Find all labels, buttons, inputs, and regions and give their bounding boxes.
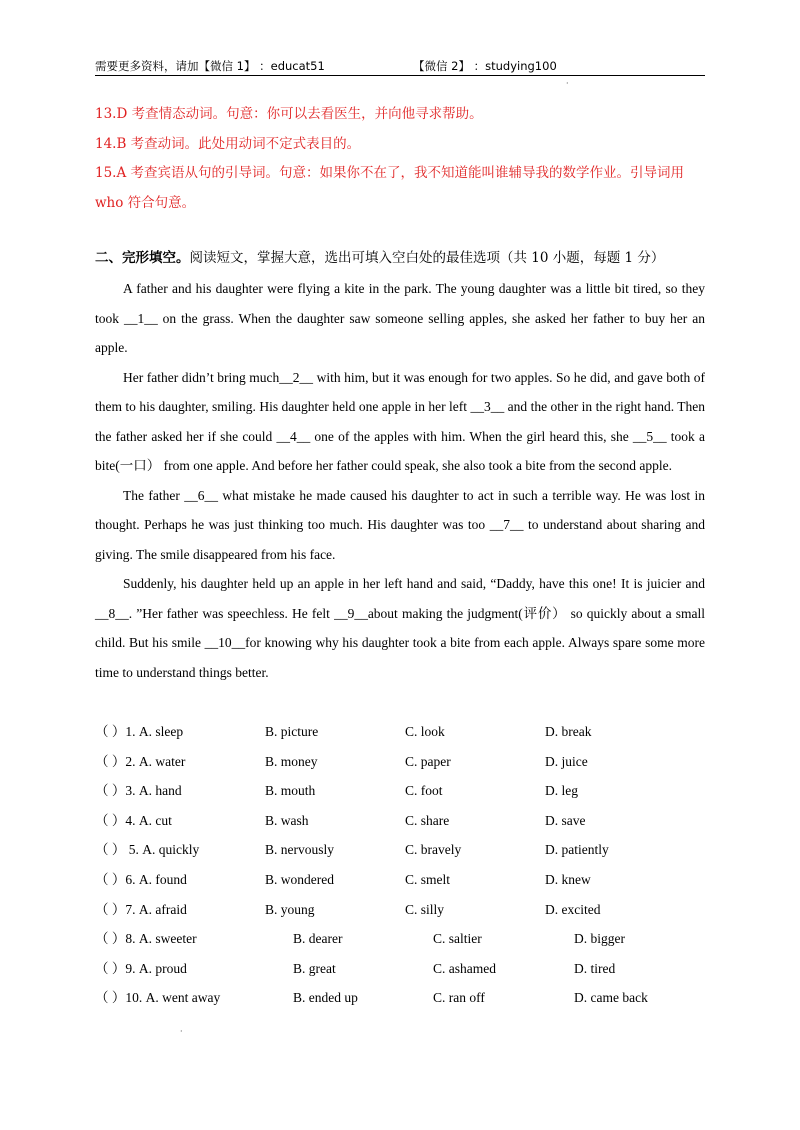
- question-row: [95, 806, 705, 836]
- answer-15: 15.A 考查宾语从句的引导词。句意：如果你不在了，我不知道能叫谁辅导我的数学作业。引导词用 who 符合句意。: [95, 165, 685, 211]
- option-d: D. tired: [574, 960, 616, 976]
- option-d: D. save: [545, 812, 586, 828]
- option-b: B. mouth: [265, 783, 316, 799]
- section-title-instructions: 阅读短文，掌握大意，选出可填入空白处的最佳选项（共 10 小题，每题 1 分）: [189, 250, 665, 266]
- cloze-passage: [95, 274, 705, 687]
- option-b: B. great: [293, 960, 336, 976]
- option-c: C. smelt: [405, 871, 451, 887]
- option-c: C. foot: [405, 783, 443, 799]
- option-c: C. saltier: [433, 931, 482, 947]
- question-number: （ ）10. A. went away: [95, 990, 221, 1006]
- question-number: （ ）7. A. afraid: [95, 901, 187, 917]
- answer-13: 13.D 考查情态动词。句意：你可以去看医生，并向他寻求帮助。: [95, 106, 483, 122]
- header-contact-left: 需要更多资料，请加【微信 1】 ：educat51: [95, 59, 325, 73]
- question-row: [95, 776, 705, 806]
- question-row: [95, 717, 705, 747]
- question-row: [95, 865, 705, 895]
- question-row: [95, 895, 705, 925]
- header-contact-right: 【微信 2】 ：studying100: [413, 59, 557, 73]
- option-d: D. patiently: [545, 842, 609, 858]
- question-row: [95, 924, 705, 954]
- speck-mark: ·: [180, 1027, 183, 1036]
- question-options: [95, 717, 705, 1013]
- question-number: （ ） 5. A. quickly: [95, 842, 200, 858]
- option-b: B. nervously: [265, 842, 334, 858]
- option-d: D. break: [545, 724, 592, 739]
- answer-explanations: [95, 100, 705, 218]
- option-b: B. money: [265, 753, 318, 769]
- passage-paragraph-1: A father and his daughter were flying a kite in the park. The young daughter was a little bit tired, so they took __1__ on the grass. When the daughter saw someone selling apples, she asked her father to buy her an apple.: [95, 281, 705, 355]
- option-d: D. came back: [574, 990, 648, 1006]
- option-c: C. ashamed: [433, 960, 496, 976]
- option-d: D. juice: [545, 753, 588, 769]
- option-c: C. ran off: [433, 990, 485, 1006]
- question-number: （ ）8. A. sweeter: [95, 931, 197, 947]
- option-b: B. wondered: [265, 871, 334, 887]
- question-number: （ ）6. A. found: [95, 871, 187, 887]
- header-divider: [95, 75, 705, 76]
- section-title-bold: 二、完形填空。: [95, 250, 190, 266]
- section-title: [95, 246, 705, 270]
- option-c: C. bravely: [405, 842, 462, 858]
- option-c: C. share: [405, 812, 450, 828]
- passage-paragraph-4: Suddenly, his daughter held up an apple in her left hand and said, “Daddy, have this one! It is juicier and __8__. ”Her father was speechless. He felt __9__about making the judgment(评价） so quickly about a small child. But his smile __10__for knowing why his daughter took a bite from each apple. Always spare some more time to understand things better.: [95, 576, 705, 680]
- question-number: （ ）2. A. water: [95, 753, 186, 769]
- question-row: [95, 983, 705, 1013]
- option-b: B. dearer: [293, 931, 343, 947]
- answer-14: 14.B 考查动词。此处用动词不定式表目的。: [95, 135, 361, 152]
- option-b: B. wash: [265, 812, 309, 828]
- question-row: [95, 954, 705, 984]
- question-number: （ ）3. A. hand: [95, 783, 182, 799]
- option-c: C. look: [405, 724, 445, 739]
- option-d: D. excited: [545, 901, 601, 917]
- option-c: C. silly: [405, 901, 445, 917]
- option-d: D. leg: [545, 783, 578, 799]
- question-row: [95, 835, 705, 865]
- question-number: （ ）1. A. sleep: [95, 724, 184, 739]
- option-b: B. young: [265, 901, 315, 917]
- option-b: B. picture: [265, 724, 319, 739]
- option-c: C. paper: [405, 753, 451, 769]
- speck-mark: ·: [566, 79, 569, 88]
- option-b: B. ended up: [293, 990, 358, 1006]
- question-number: （ ）4. A. cut: [95, 812, 172, 828]
- question-number: （ ）9. A. proud: [95, 960, 187, 976]
- passage-paragraph-3: The father __6__ what mistake he made caused his daughter to act in such a terrible way. He was lost in thought. Perhaps he was just thinking too much. His daughter was too __7__ to understand about sharing and giving. The smile disappeared from his face.: [95, 487, 705, 562]
- passage-paragraph-2: Her father didn’t bring much__2__ with him, but it was enough for two apples. So he did, and gave both of them to his daughter, smiling. His daughter held one apple in her left __3__ and the other in the right hand. Then the father asked her if she could __4__ one of the apples with him. When the girl heard this, she __5__ took a bite(一口） from one apple. And before her father could speak, she also took a bite from the second apple.: [95, 369, 705, 473]
- option-d: D. knew: [545, 871, 591, 887]
- option-d: D. bigger: [574, 931, 625, 947]
- page-header: [95, 57, 705, 75]
- question-row: [95, 747, 705, 777]
